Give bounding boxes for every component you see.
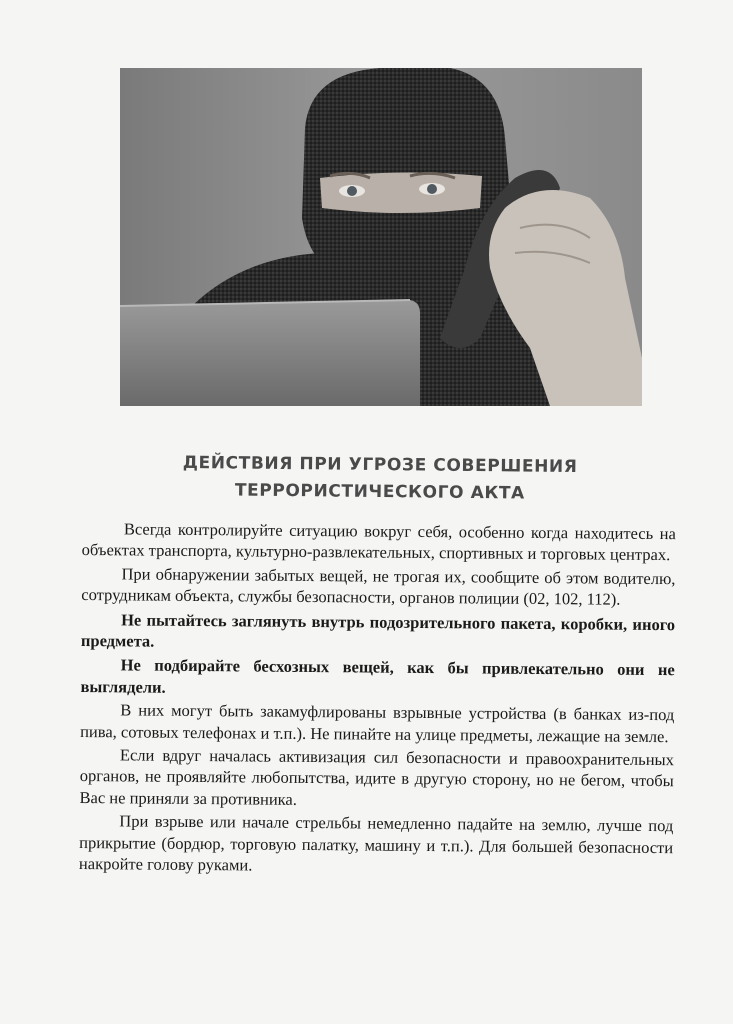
- instructions-body: [79, 518, 676, 882]
- paragraph-situation-awareness: Всегда контролируйте ситуацию вокруг себя, особенно когда находитесь на объектах транспорта, культурно-развлекательных, спортивных и торговых центрах.: [81, 519, 676, 565]
- paragraph-explosion-shooting: При взрыве или начале стрельбы немедленно падайте на землю, лучше под прикрытие (бордюр, торговую палатку, машину и т.п.). Для большей безопасности накройте голову руками.: [78, 811, 674, 875]
- heading-line-1: ДЕЙСТВИЯ ПРИ УГРОЗЕ СОВЕРШЕНИЯ: [182, 452, 578, 478]
- heading-line-2: ТЕРРОРИСТИЧЕСКОГО АКТА: [234, 480, 525, 504]
- paragraph-forgotten-items: При обнаружении забытых вещей, не трогая их, сообщите об этом водителю, сотрудникам объекта, службы безопасности, органов полиции (02, 102, 112).: [81, 564, 676, 609]
- paragraph-do-not-pick-up: Не подбирайте бесхозных вещей, как бы привлекательно они не выглядели.: [80, 655, 675, 697]
- paragraph-security-activity: Если вдруг началась активизация сил безопасности и правоохранительных органов, не проявляйте любопытства, идите в другую сторону, но не бегом, чтобы Вас не приняли за противника.: [79, 745, 674, 809]
- document-heading: [120, 449, 641, 508]
- paragraph-do-not-look-inside: Не пытайтесь заглянуть внутрь подозрительного пакета, коробки, иного предмета.: [80, 609, 676, 651]
- masked-man-photo: [120, 68, 642, 406]
- paragraph-camouflaged-devices: В них могут быть закамуфлированы взрывные устройства (в банках из-под пива, сотовых телефонах и т.п.). Не пинайте на улице предметы, лежащие на земле.: [80, 700, 675, 746]
